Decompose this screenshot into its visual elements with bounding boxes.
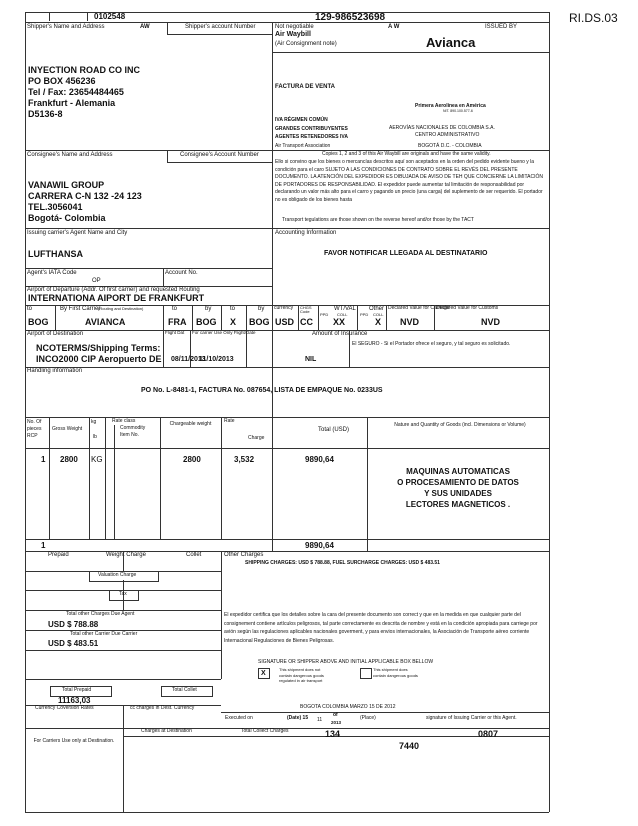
other-label: Other (369, 306, 385, 312)
shipper-line: D5136-8 (28, 109, 63, 119)
other-value: X (375, 317, 382, 327)
charge-label: Charge (248, 435, 265, 441)
total-collect-charges-label: Total Collect Charges (241, 728, 289, 734)
lb-label: lb (93, 434, 97, 440)
description-line: MAQUINAS AUTOMATICAS (406, 467, 510, 476)
coll2-label: COLL (373, 312, 384, 317)
destination-label: Airport of Destination (27, 331, 84, 337)
to3-label: to (230, 306, 236, 312)
consignee-address (28, 180, 268, 224)
awb-number-right: 129-986523698 (315, 12, 386, 23)
bogota-date: BOGOTA COLOMBIA MARZO 15 DE 2012 (300, 704, 396, 710)
first-carrier-label: By First Carrier (60, 306, 101, 312)
description-line: Y SUS UNIDADES (424, 489, 492, 498)
shipper-label: Shipper's Name and Address (27, 24, 105, 30)
shipper-address (28, 65, 268, 119)
ppd-label: PPD (320, 312, 329, 317)
consignee-line: Bogotá- Colombia (28, 213, 106, 223)
grandes-contribuyentes: GRANDES CONTRIBUYENTES (275, 126, 348, 132)
chgs-value: CC (300, 317, 313, 327)
other-charges-label: Other Charges (224, 552, 264, 558)
wtval-label: WT/VAL (334, 306, 356, 312)
number-134: 134 (325, 729, 341, 739)
kg-label: kg (91, 419, 97, 425)
accounting-value: FAVOR NOTIFICAR LLEGADA AL DESTINATARIO (324, 250, 488, 257)
number-0807: 0807 (478, 729, 499, 739)
departure-value: INTERNATIONA AIPORT DE FRANKFURT (28, 293, 205, 303)
carriers-use-destination: For Carriers Use only at Destination. (33, 738, 115, 744)
tax-label: Tax (119, 591, 127, 597)
total-prepaid-label: Total Prepaid (62, 687, 92, 693)
cc-charges-label: cc charges in Dest. Currency (130, 705, 195, 711)
total-sum: 9890,64 (305, 541, 334, 550)
description-line: LECTORES MAGNETICOS . (405, 500, 511, 509)
rate-label: Rate (224, 418, 235, 424)
total-collet-label: Total Collet (172, 687, 197, 693)
shipper-line: Tel / Fax: 23654484465 (28, 87, 124, 97)
incoterms-label: NCOTERMS/Shipping Terms: (36, 343, 161, 353)
flight-date-1: 08/11/2013 (171, 356, 206, 363)
routing-to-label: to (27, 306, 33, 312)
ppd2-label: PPD (360, 312, 369, 317)
declared-carriage-label: Declared Value for Carriage (388, 305, 450, 311)
consignee-line: TEL.3056041 (28, 202, 83, 212)
consignee-label: Consignee's Name and Address (27, 152, 113, 158)
route-carrier-value: AVIANCA (85, 317, 126, 327)
executed-on-label: Executed on (225, 715, 253, 721)
due-agent-value: USD $ 788.88 (48, 620, 99, 629)
shipper-certification: El expedidor certifica que los detalles sobre la cara del presente documento son correct y que en la medida en que cualquier parte del consignement contiene artículos peligrosos, tal parte correctamente es descrita de nombre y está en la condición apropiada para carriege por avión según las regulaciones aplicables nacionales goverment, y para envios internacionales, la Asociación de Transporte aéreo corriente Internacional Regulaciones de Bienes Peligrosas. (224, 612, 538, 644)
insurance-value: NIL (305, 356, 317, 363)
description-line: O PROCESAMIENTO DE DATOS (397, 478, 519, 487)
checkbox-x: X (261, 670, 266, 677)
account-no-label: Account No. (165, 270, 198, 276)
gross-weight-label: Gross Weight (52, 426, 83, 432)
box-dangerous-text: This shipment does contain dangerous goods (373, 667, 418, 678)
bogota-colombia: BOGOTÁ D.C. - COLOMBIA (418, 143, 482, 149)
executed-date: (Date) 15 (287, 715, 309, 721)
route-to-value: BOG (28, 317, 49, 327)
prepaid-label: Prepaid (48, 552, 69, 558)
carrier-use-label: For carrier Use Only Flight/Date (192, 330, 256, 335)
by3-label: by (258, 306, 265, 312)
centro-administrativo: CENTRO ADMINISTRATIVO (415, 132, 480, 138)
factura-de-venta: FACTURA DE VENTA (275, 84, 335, 90)
route-by2-value: BOG (196, 317, 217, 327)
incoterms-value: INCO2000 CIP Aeropuerto DE (36, 354, 162, 364)
weight-unit: KG (91, 455, 103, 464)
consignee-line: CARRERA C-N 132 -24 123 (28, 191, 142, 201)
issuing-label: Issuing carrier's Agent Name and City (27, 230, 128, 236)
accounting-label: Accounting Information (275, 230, 337, 236)
pieces-value: 1 (41, 455, 46, 464)
conditions-copies: Copies 1, 2 and 3 of this Air Waybill are originals and have the same validity. (322, 151, 491, 157)
wtval-value: XX (333, 317, 346, 327)
place-label: (Place) (360, 715, 376, 721)
declared-carriage-value: NVD (400, 317, 420, 327)
signature-issuing-label: signature of Issuing Carrier or this Agent. (426, 715, 517, 721)
iva-regimen: IVA RÉGIMEN COMÚN (275, 117, 328, 123)
executed-of: of (333, 712, 338, 718)
currency-rates-label: Currency Coversion Rates (35, 705, 94, 711)
route-by3-value: BOG (249, 317, 270, 327)
by2-label: by (205, 306, 212, 312)
declared-customs-label: Declared Value for Customs (436, 305, 499, 311)
charges-destination-label: Charges at Destination (141, 728, 192, 734)
departure-label: Airport of Departure (Addr. Of first carrier) and requested Routing (27, 287, 200, 293)
conditions-regulations: Transport tegulations are those shown on the reverse hereof and/or those by the TACT (282, 217, 474, 223)
checkbox-dangerous[interactable] (360, 668, 372, 679)
declared-customs-value: NVD (481, 317, 501, 327)
shipper-account-label: Shipper's account Number (185, 24, 256, 30)
route-to3-value: X (230, 317, 237, 327)
nit: NIT. 890.100.577-6 (443, 109, 473, 113)
air-transport-association: Air Transport Association (275, 143, 331, 149)
executed-month: 11 (317, 717, 323, 723)
awb-number-left: 0102548 (94, 12, 126, 21)
valuation-label: Valuation Charge (98, 572, 137, 578)
currency-value: USD (275, 317, 295, 327)
route-to2-value: FRA (168, 317, 187, 327)
aerovias: AEROVÍAS NACIONALES DE COLOMBIA S.A. (389, 125, 495, 131)
total-prepaid-value: 11163,03 (58, 696, 91, 705)
consignee-account-label: Consignee's Account Number (180, 152, 259, 158)
due-agent-label: Total other Charges Due Agent (66, 611, 135, 617)
shipper-line: PO BOX 456236 (28, 76, 96, 86)
handling-label: Handling information (27, 368, 83, 374)
weight-charge-label: Weight Charge (106, 552, 146, 558)
agentes-retenedores: AGENTES RETENEDORES IVA (275, 134, 348, 140)
shipper-line: INYECTION ROAD CO INC (28, 65, 141, 75)
pieces-label: No. Of pieces RCP (27, 419, 42, 439)
air-waybill-subtitle: (Air Consignment note) (275, 41, 337, 47)
rate-class-label: Rate class (112, 418, 136, 424)
total-value: 9890,64 (305, 455, 334, 464)
flight-date-2: 11/10/2013 (199, 356, 234, 363)
issuing-value: LUFTHANSA (28, 249, 83, 259)
chargeable-label: Chargeable weight (169, 421, 212, 427)
executed-year: 2013 (331, 720, 342, 725)
commodity-label: Commodity Item No. (120, 425, 146, 438)
carrier-name: Avianca (426, 35, 476, 50)
currency-label: currency (274, 305, 294, 311)
collet-label: Collet (186, 552, 202, 558)
not-negotiable: Not negotiable (275, 24, 314, 30)
conditions-text: Ello si convino que los bienes o mercancías descritos aquí son aceptados en la orden del pedido evidente bueno y la condición para el caro SUJETO A LAS CONDICIONES DE CONTRATO SOBRE EL REVÉS DEL PRESENTE DOCUMENTO. LA ATENCIÓN DEL EXPEDIDOR ES DIBUJADA DE AVISO DE TEH QUE CONCIERNE LA LIMITACIÓN DE PORTADORES DE RESPONSABILIDAD. El expedidor puede aumentar tal limitación de responsabilidad por declarando un valor más alto para el carro y pagando un precio (una carga) del suplemento de ser requerido. El portador no es obligado de los bienes hasta (275, 159, 544, 203)
consignee-line: VANAWIL GROUP (28, 180, 105, 190)
weight-value: 2800 (60, 455, 78, 464)
goods-description (368, 466, 548, 510)
insurance-label: Amount of Insurance (312, 331, 368, 337)
routing-destination-label: (Routing and Destination) (98, 306, 144, 311)
shipper-line: Frankfurt - Alemania (28, 98, 116, 108)
due-carrier-value: USD $ 483.51 (48, 639, 99, 648)
flight-date-label: Flight Dat (165, 330, 185, 335)
waybill-aw: A W (388, 24, 400, 30)
document-id: RI.DS.03 (569, 11, 618, 25)
signature-label: SIGNATURE OR SHIPPER ABOVE AND INITIAL APPLICABLE BOX BELLOW (258, 659, 434, 665)
agent-iata-label: Agent's IATA Code (27, 270, 77, 276)
primera-aerolinea: Primera Aerolínea en América (415, 103, 486, 109)
chgs-code-label: CHGS Code (300, 305, 312, 315)
handling-value: PO No. L-8481-1, FACTURA No. 087654, LISTA DE EMPAQUE No. 0233US (141, 387, 383, 394)
rate-value: 3,532 (234, 455, 255, 464)
agent-op: OP (92, 278, 101, 284)
insurance-note: El SEGURO - Si el Portador ofrece el seguro, y tal seguro es solicitado. (352, 341, 511, 347)
nature-goods-label: Nature and Quantity of Goods (incl. Dimensions or Volume) (394, 422, 526, 428)
total-usd-label: Total (USD) (318, 427, 350, 433)
chargeable-value: 2800 (183, 455, 201, 464)
due-carrier-label: Total other Carrier Due Carrier (70, 631, 138, 637)
pieces-total: 1 (41, 541, 46, 550)
issued-by: ISSUED BY (485, 24, 518, 30)
air-waybill-title: Air Waybill (275, 31, 311, 38)
shipping-charges: SHIPPING CHARGES: USD $ 788.88, FUEL SURCHARGE CHARGES: USD $ 483.51 (245, 560, 440, 566)
number-7440: 7440 (399, 741, 420, 751)
coll-label: COLL (337, 312, 348, 317)
box-no-dangerous-text: This shipment does not contain dangerous goods regulated in air transport (279, 667, 324, 683)
shipper-aw: AW (140, 24, 150, 30)
to2-label: to (172, 306, 178, 312)
